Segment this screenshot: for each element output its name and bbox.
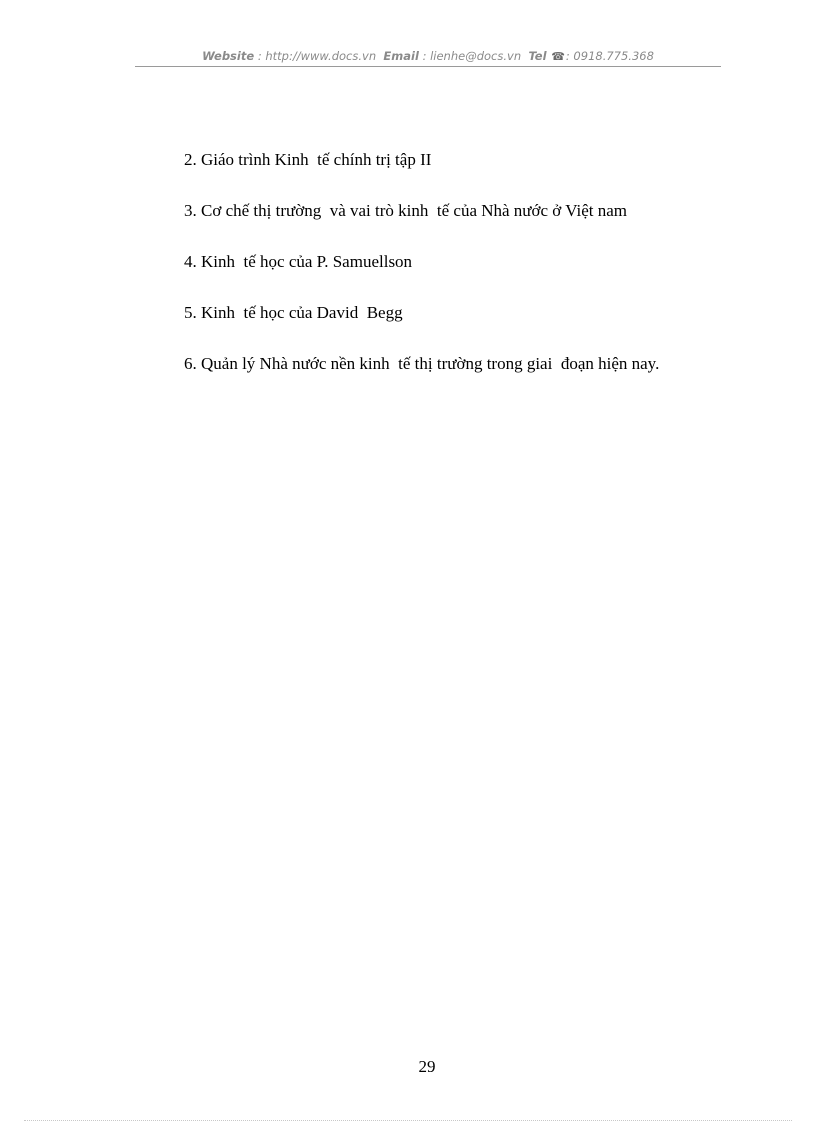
reference-list [184,147,659,402]
page-number: 29 [418,1057,436,1076]
page-bottom-divider [24,1120,792,1121]
email-value: : lienhe@docs.vn [422,49,522,63]
email-label: Email [383,49,419,63]
website-label: Website [202,49,255,63]
tel-label: Tel [528,49,547,63]
reference-item: 3. Cơ chế thị trường và vai trò kinh tế của Nhà nước ở Việt nam [184,201,628,220]
page-header [135,46,721,67]
tel-value: : 0918.775.368 [565,49,654,63]
reference-item: 2. Giáo trình Kinh tế chính trị tập II [184,150,432,169]
reference-item: 5. Kinh tế học của David Begg [184,303,403,322]
reference-item: 6. Quản lý Nhà nước nền kinh tế thị trường trong giai đoạn hiện nay. [184,354,660,373]
website-value: : http://www.docs.vn [257,49,377,63]
telephone-icon: ☎ [551,50,565,63]
reference-item: 4. Kinh tế học của P. Samuellson [184,252,413,271]
